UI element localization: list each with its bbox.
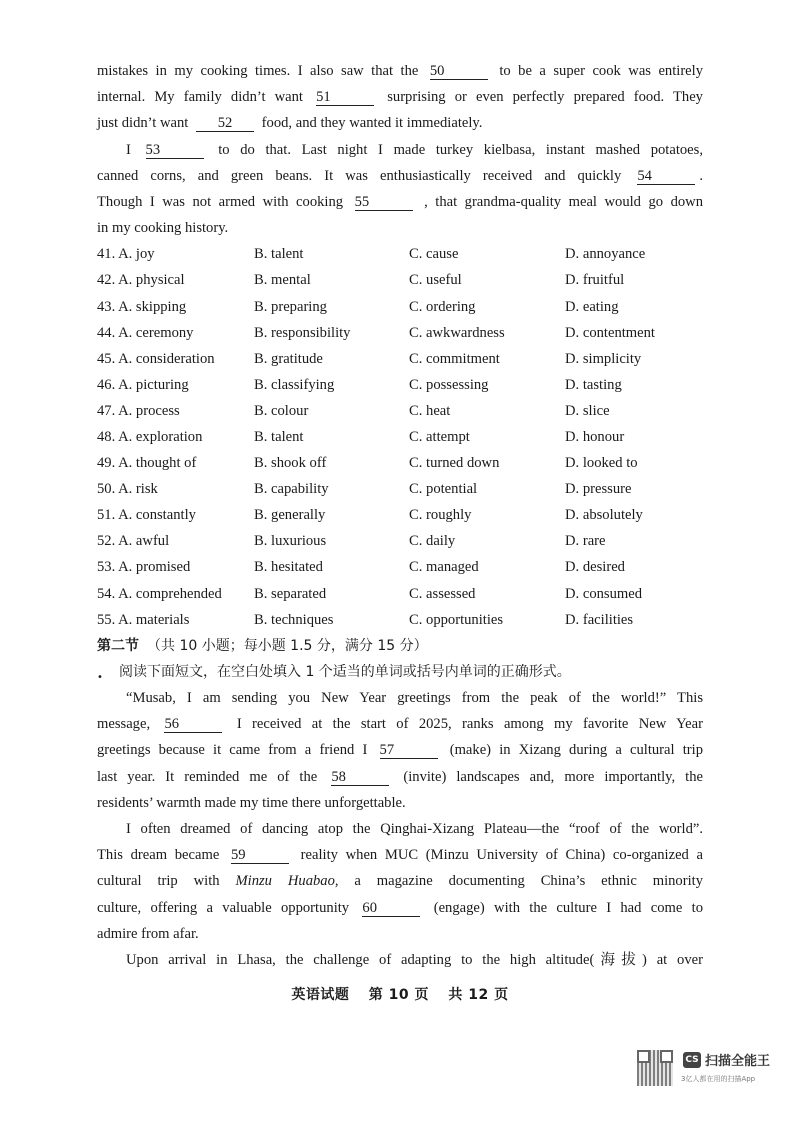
section-heading: [97, 633, 703, 659]
section-note: （共 10 小题；每小题 1.5 分，满分 15 分）: [147, 637, 428, 654]
option-a: 44. A. ceremony: [97, 324, 194, 341]
question-number: 46.: [97, 376, 116, 393]
option-d: D. fruitful: [565, 272, 625, 289]
page-footer: [0, 984, 800, 1004]
passage-line: message, 56 I received at the start of 2025, ranks among my favorite New Year: [97, 716, 703, 733]
footer-subject: 英语试题: [291, 987, 350, 1003]
option-b: B. classifying: [254, 376, 335, 393]
passage-line: admire from afar.: [97, 925, 199, 942]
option-b: B. colour: [254, 402, 309, 419]
option-c: C. attempt: [409, 428, 470, 445]
passage-line: in my cooking history.: [97, 220, 229, 237]
option-d: D. honour: [565, 428, 625, 445]
passage-line: just didn’t want 52 food, and they wanted it immediately.: [97, 115, 483, 132]
section-title: 第二节: [97, 637, 139, 654]
option-a: 53. A. promised: [97, 559, 191, 576]
option-c: C. daily: [409, 533, 456, 550]
exam-page: [97, 58, 703, 973]
blank-54: 54: [637, 168, 695, 185]
option-row: [97, 528, 703, 554]
option-c: C. managed: [409, 559, 479, 576]
option-c: C. ordering: [409, 298, 476, 315]
passage-line: I often dreamed of dancing atop the Qinghai-Xizang Plateau—the “roof of the world”.: [126, 821, 703, 838]
footer-total: 共 12 页: [448, 987, 509, 1003]
passage-line: greetings because it came from a friend I 57 (make) in Xizang during a cultural trip: [97, 742, 703, 759]
question-number: 44.: [97, 324, 116, 341]
option-c: C. turned down: [409, 455, 500, 472]
blank-57: 57: [380, 742, 438, 759]
option-row: [97, 398, 703, 424]
passage-line: culture, offering a valuable opportunity 60 (engage) with the culture I had come to: [97, 899, 703, 916]
option-c: C. heat: [409, 402, 451, 419]
blank-50: 50: [430, 63, 488, 80]
watermark-tagline: 3亿人都在用的扫描App: [681, 1075, 756, 1083]
magazine-title: Minzu Huabao: [235, 873, 335, 890]
blank-55: 55: [355, 194, 413, 211]
option-c: C. possessing: [409, 376, 489, 393]
option-c: C. commitment: [409, 350, 500, 367]
option-row: [97, 450, 703, 476]
option-a: 51. A. constantly: [97, 507, 196, 524]
option-b: B. hesitated: [254, 559, 323, 576]
option-b: B. responsibility: [254, 324, 351, 341]
qr-code-icon: [637, 1050, 673, 1086]
option-a: 42. A. physical: [97, 272, 185, 289]
option-a: 54. A. comprehended: [97, 585, 222, 602]
passage-line: “Musab, I am sending you New Year greetings from the peak of the world!” This: [126, 690, 703, 707]
blank-60: 60: [362, 900, 420, 917]
option-b: B. gratitude: [254, 350, 323, 367]
option-b: B. separated: [254, 585, 327, 602]
passage-line: Upon arrival in Lhasa, the challenge of adapting to the high altitude(海拔) at over: [126, 951, 703, 968]
blank-59: 59: [231, 847, 289, 864]
option-d: D. annoyance: [565, 246, 646, 263]
option-c: C. assessed: [409, 585, 476, 602]
option-d: D. slice: [565, 402, 610, 419]
option-d: D. contentment: [565, 324, 655, 341]
options-list: [97, 241, 703, 632]
option-row: [97, 424, 703, 450]
option-b: B. techniques: [254, 611, 334, 628]
question-number: 49.: [97, 455, 116, 472]
camscanner-logo-icon: CS: [683, 1052, 701, 1068]
passage-line: cultural trip with Minzu Huabao, a magazine documenting China’s ethnic minority: [97, 873, 703, 890]
option-a: 46. A. picturing: [97, 376, 189, 393]
option-d: D. simplicity: [565, 350, 642, 367]
blank-53: 53: [146, 142, 204, 159]
option-row: [97, 267, 703, 293]
option-b: B. mental: [254, 272, 311, 289]
option-a: 45. A. consideration: [97, 350, 215, 367]
option-b: B. preparing: [254, 298, 327, 315]
question-number: 43.: [97, 298, 116, 315]
option-row: [97, 581, 703, 607]
option-a: 50. A. risk: [97, 481, 158, 498]
option-d: D. rare: [565, 533, 606, 550]
option-b: B. talent: [254, 246, 304, 263]
option-a: 47. A. process: [97, 402, 180, 419]
passage-line: Though I was not armed with cooking 55 , that grandma-quality meal would go down: [97, 193, 703, 210]
option-row: [97, 372, 703, 398]
option-row: [97, 346, 703, 372]
question-number: 47.: [97, 402, 116, 419]
option-row: [97, 476, 703, 502]
passage-line: last year. It reminded me of the 58 (invite) landscapes and, more importantly, the: [97, 768, 704, 785]
option-row: [97, 320, 703, 346]
option-a: 52. A. awful: [97, 533, 170, 550]
option-a: 48. A. exploration: [97, 428, 203, 445]
option-b: B. talent: [254, 428, 304, 445]
option-a: 55. A. materials: [97, 611, 190, 628]
question-number: 42.: [97, 272, 116, 289]
passage-line: mistakes in my cooking times. I also saw that the 50 to be a super cook was entirely: [97, 63, 704, 79]
blank-58: 58: [331, 769, 389, 786]
option-c: C. useful: [409, 272, 462, 289]
option-d: D. absolutely: [565, 507, 643, 524]
option-row: [97, 554, 703, 580]
passage-line: internal. My family didn’t want 51 surprising or even perfectly prepared food. They: [97, 89, 703, 106]
option-c: C. cause: [409, 246, 459, 263]
question-number: 53.: [97, 559, 116, 576]
option-c: C. potential: [409, 481, 478, 498]
option-d: D. looked to: [565, 455, 638, 472]
option-row: [97, 294, 703, 320]
option-c: C. roughly: [409, 507, 472, 524]
option-d: D. consumed: [565, 585, 643, 602]
question-number: 48.: [97, 428, 116, 445]
option-d: D. desired: [565, 559, 625, 576]
blank-52: 52: [196, 115, 254, 132]
footer-page: 第 10 页: [368, 987, 429, 1003]
option-d: D. eating: [565, 298, 619, 315]
question-number: 51.: [97, 507, 116, 524]
question-number: 45.: [97, 350, 116, 367]
blank-51: 51: [316, 89, 374, 106]
option-a: 43. A. skipping: [97, 298, 187, 315]
passage-line: I 53 to do that. Last night I made turkey kielbasa, instant mashed potatoes,: [126, 141, 703, 158]
option-row: [97, 607, 703, 633]
option-b: B. luxurious: [254, 533, 327, 550]
passage-line: canned corns, and green beans. It was enthusiastically received and quickly 54 .: [97, 167, 703, 184]
passage-line: residents’ warmth made my time there unforgettable.: [97, 794, 406, 811]
question-number: 54.: [97, 585, 116, 602]
option-d: D. pressure: [565, 481, 632, 498]
scanner-watermark: [637, 1050, 787, 1090]
section-instruction: • 阅读下面短文，在空白处填入 1 个适当的单词或括号内单词的正确形式。: [97, 663, 571, 683]
question-number: 50.: [97, 481, 116, 498]
option-a: 49. A. thought of: [97, 455, 197, 472]
question-number: 52.: [97, 533, 116, 550]
option-d: D. facilities: [565, 611, 634, 628]
option-row: [97, 241, 703, 267]
watermark-brand: 扫描全能王: [705, 1054, 771, 1069]
option-a: 41. A. joy: [97, 246, 155, 263]
passage-line: This dream became 59 reality when MUC (Minzu University of China) co-organized a: [97, 847, 703, 864]
question-number: 55.: [97, 611, 116, 628]
option-b: B. generally: [254, 507, 326, 524]
option-b: B. shook off: [254, 455, 327, 472]
option-c: C. opportunities: [409, 611, 504, 628]
option-row: [97, 502, 703, 528]
blank-56: 56: [164, 716, 222, 733]
question-number: 41.: [97, 246, 116, 263]
option-b: B. capability: [254, 481, 329, 498]
option-d: D. tasting: [565, 376, 622, 393]
option-c: C. awkwardness: [409, 324, 505, 341]
